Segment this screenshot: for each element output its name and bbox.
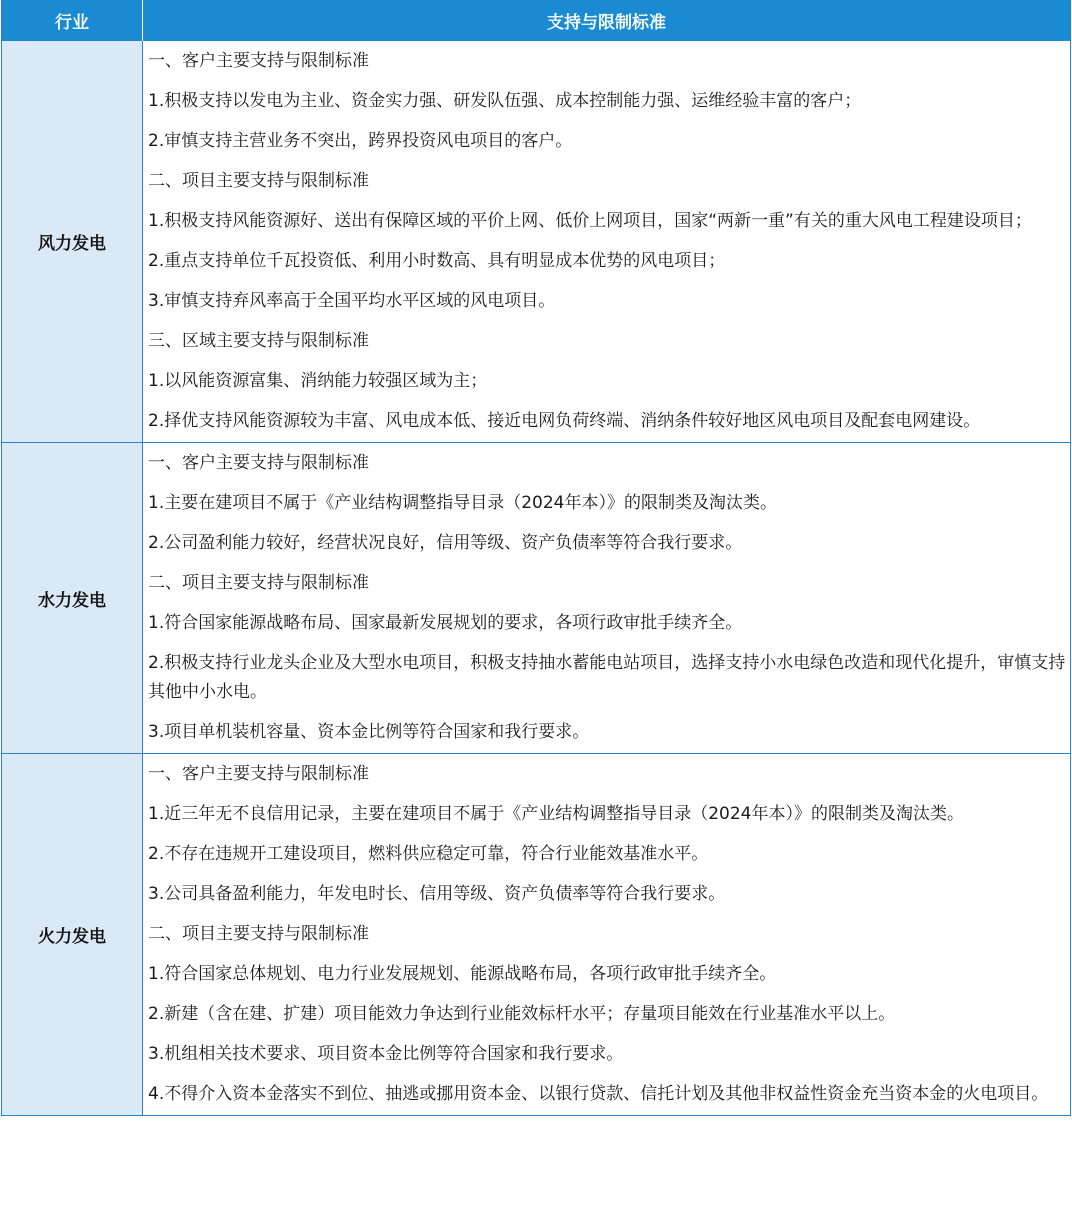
standards-cell — [143, 41, 1070, 442]
header-industry: 行业 — [2, 0, 143, 41]
standard-line: 三、区域主要支持与限制标准 — [148, 331, 369, 351]
standard-line: 2.新建（含在建、扩建）项目能效力争达到行业能效标杆水平；存量项目能效在行业基准水平以上。 — [148, 1004, 896, 1024]
standard-line: 一、客户主要支持与限制标准 — [148, 453, 369, 473]
standards-cell — [143, 754, 1070, 1115]
standard-line: 2.公司盈利能力较好，经营状况良好，信用等级、资产负债率等符合我行要求。 — [148, 533, 743, 553]
standard-line: 1.符合国家能源战略布局、国家最新发展规划的要求，各项行政审批手续齐全。 — [148, 613, 743, 633]
section-thermal-power — [2, 753, 1070, 1115]
standard-line: 2.择优支持风能资源较为丰富、风电成本低、接近电网负荷终端、消纳条件较好地区风电项目及配套电网建设。 — [148, 411, 981, 431]
standards-cell — [143, 443, 1070, 753]
standard-line: 1.以风能资源富集、消纳能力较强区域为主； — [148, 371, 488, 391]
standard-line: 1.近三年无不良信用记录，主要在建项目不属于《产业结构调整指导目录（2024年本）》的限制类及淘汰类。 — [148, 804, 964, 824]
section-wind-power — [2, 41, 1070, 442]
standard-line: 二、项目主要支持与限制标准 — [148, 924, 369, 944]
standard-line: 一、客户主要支持与限制标准 — [148, 764, 369, 784]
standard-line: 1.积极支持以发电为主业、资金实力强、研发队伍强、成本控制能力强、运维经验丰富的客户； — [148, 91, 862, 111]
standard-line: 4.不得介入资本金落实不到位、抽逃或挪用资本金、以银行贷款、信托计划及其他非权益性资金充当资本金的火电项目。 — [148, 1084, 1049, 1104]
standard-line: 3.公司具备盈利能力，年发电时长、信用等级、资产负债率等符合我行要求。 — [148, 884, 726, 904]
standard-line: 二、项目主要支持与限制标准 — [148, 573, 369, 593]
industry-cell: 火力发电 — [2, 754, 143, 1115]
standard-line: 1.主要在建项目不属于《产业结构调整指导目录（2024年本）》的限制类及淘汰类。 — [148, 493, 777, 513]
standard-line: 2.不存在违规开工建设项目，燃料供应稳定可靠，符合行业能效基准水平。 — [148, 844, 709, 864]
table-header — [2, 0, 1070, 41]
standard-line: 1.符合国家总体规划、电力行业发展规划、能源战略布局，各项行政审批手续齐全。 — [148, 964, 777, 984]
standard-line: 3.项目单机装机容量、资本金比例等符合国家和我行要求。 — [148, 722, 590, 742]
standard-line: 2.审慎支持主营业务不突出，跨界投资风电项目的客户。 — [148, 131, 573, 151]
section-hydro-power — [2, 442, 1070, 753]
standard-line: 3.审慎支持弃风率高于全国平均水平区域的风电项目。 — [148, 291, 556, 311]
standards-table — [1, 0, 1071, 1116]
standard-line: 2.积极支持行业龙头企业及大型水电项目，积极支持抽水蓄能电站项目，选择支持小水电绿色改造和现代化提升，审慎支持其他中小水电。 — [148, 653, 1066, 702]
industry-cell: 风力发电 — [2, 41, 143, 442]
standard-line: 2.重点支持单位千瓦投资低、利用小时数高、具有明显成本优势的风电项目； — [148, 251, 726, 271]
header-standard: 支持与限制标准 — [547, 13, 666, 33]
industry-cell: 水力发电 — [2, 443, 143, 753]
standard-line: 3.机组相关技术要求、项目资本金比例等符合国家和我行要求。 — [148, 1044, 624, 1064]
standard-line: 一、客户主要支持与限制标准 — [148, 51, 369, 71]
standard-line: 二、项目主要支持与限制标准 — [148, 171, 369, 191]
standard-line: 1.积极支持风能资源好、送出有保障区域的平价上网、低价上网项目，国家“两新一重”有关的重大风电工程建设项目； — [148, 211, 1032, 231]
